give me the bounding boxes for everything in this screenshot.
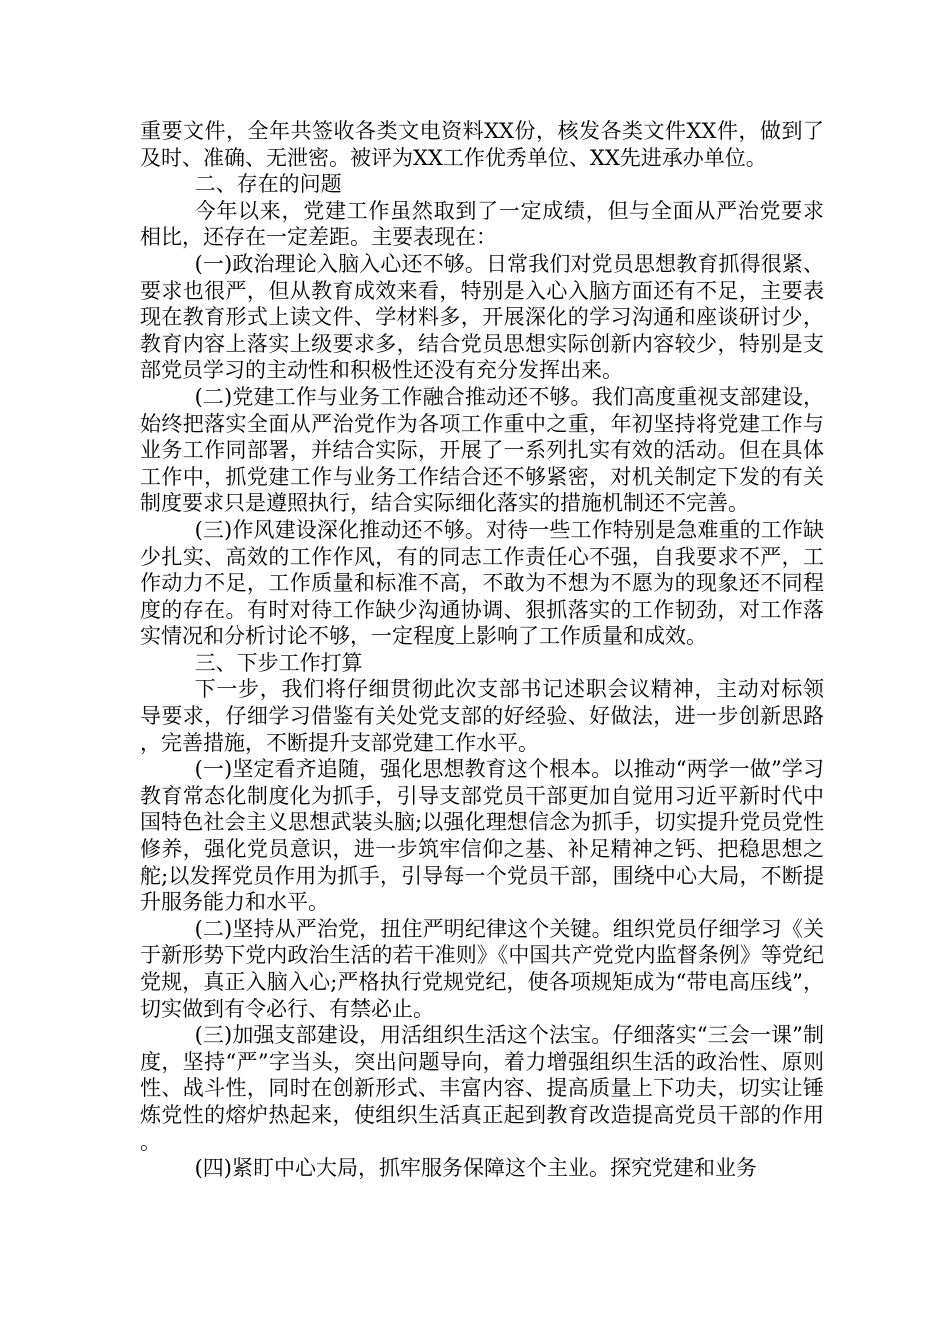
paragraph-plans-intro: 下一步，我们将仔细贯彻此次支部书记述职会议精神，主动对标领导要求，仔细学习借鉴有关处党支部的好经验、好做法，进一步创新思路，完善措施，不断提升支部党建工作水平。 [140, 677, 824, 755]
paragraph-plan-2: (二)坚持从严治党，扭住严明纪律这个关键。组织党员仔细学习《关于新形势下党内政治生活的若干准则》《中国共产党党内监督条例》等党纪党规，真正入脑入心;严格执行党规党纪，使各项规矩成为“带电高压线”，切实做到有令必行、有禁必止。 [140, 916, 824, 1021]
paragraph-problem-3: (三)作风建设深化推动还不够。对待一些工作特别是急难重的工作缺少扎实、高效的工作作风，有的同志工作责任心不强，自我要求不严，工作动力不足，工作质量和标准不高，不敢为不想为不愿为的现象还不同程度的存在。有时对待工作缺少沟通协调、狠抓落实的工作韧劲，对工作落实情况和分析讨论不够，一定程度上影响了工作质量和成效。 [140, 517, 824, 649]
paragraph-problems-intro: 今年以来，党建工作虽然取到了一定成绩，但与全面从严治党要求相比，还存在一定差距。主要表现在： [140, 198, 824, 250]
section-heading-plans: 三、下步工作打算 [194, 650, 363, 675]
paragraph-plan-4: (四)紧盯中心大局，抓牢服务保障这个主业。探究党建和业务 [194, 1156, 757, 1181]
section-heading-problems: 二、存在的问题 [194, 172, 342, 197]
paragraph-plan-1: (一)坚定看齐追随，强化思想教育这个根本。以推动“两学一做”学习教育常态化制度化为抓手，引导支部党员干部更加自觉用习近平新时代中国特色社会主义思想武装头脑;以强化理想信念为抓手，切实提升党员党性修养，强化党员意识，进一步筑牢信仰之基、补足精神之钙、把稳思想之舵;以发挥党员作用为抓手，引导每一个党员干部，围绕中心大局，不断提升服务能力和水平。 [140, 757, 824, 915]
document-body [140, 118, 824, 1182]
paragraph-plan-3: (三)加强支部建设，用活组织生活这个法宝。仔细落实“三会一课”制度，坚持“严”字当头，突出问题导向，着力增强组织生活的政治性、原则性、战斗性，同时在创新形式、丰富内容、提高质量上下功夫，切实让锤炼党性的熔炉热起来，使组织生活真正起到教育改造提高党员干部的作用。 [140, 1023, 824, 1154]
paragraph-problem-1: (一)政治理论入脑入心还不够。日常我们对党员思想教育抓得很紧、要求也很严，但从教育成效来看，特别是入心入脑方面还有不足，主要表现在教育形式上读文件、学材料多，开展深化的学习沟通和座谈研讨少，教育内容上落实上级要求多，结合党员思想实际创新内容较少，特别是支部党员学习的主动性和积极性还没有充分发挥出来。 [140, 251, 824, 383]
paragraph-continuation: 重要文件，全年共签收各类文电资料XX份，核发各类文件XX件，做到了及时、准确、无泄密。被评为XX工作优秀单位、XX先进承办单位。 [140, 119, 824, 170]
paragraph-problem-2: (二)党建工作与业务工作融合推动还不够。我们高度重视支部建设，始终把落实全面从严治党作为各项工作重中之重，年初坚持将党建工作与业务工作同部署，并结合实际，开展了一系列扎实有效的活动。但在具体工作中，抓党建工作与业务工作结合还不够紧密，对机关制定下发的有关制度要求只是遵照执行，结合实际细化落实的措施机制还不完善。 [140, 384, 824, 516]
